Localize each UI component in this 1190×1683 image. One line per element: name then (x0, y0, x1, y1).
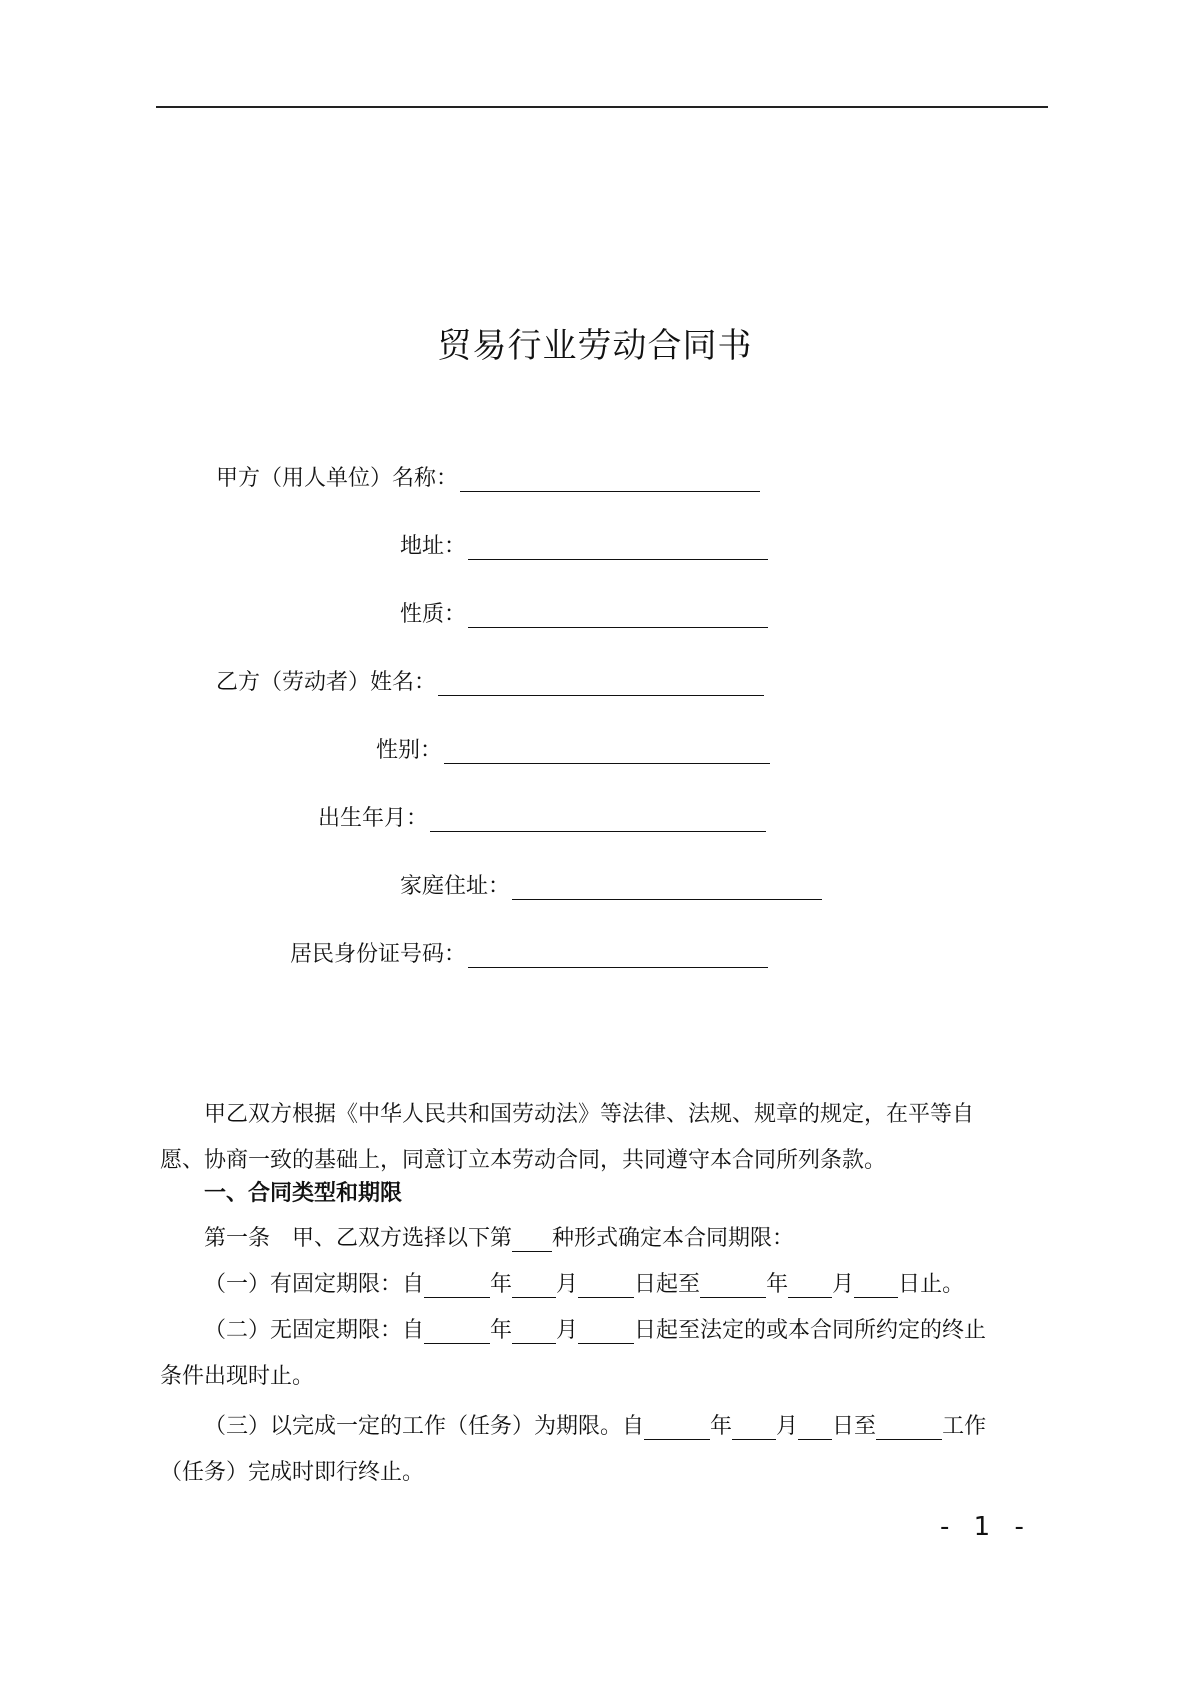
option-3-year-label: 年 (710, 1414, 733, 1439)
option-2-start-day-blank[interactable] (578, 1319, 634, 1344)
option-1-year-label: 年 (490, 1272, 513, 1297)
party-a-name-label: 甲方（用人单位）名称： (216, 466, 459, 491)
option-3-to-label: 日至 (832, 1414, 877, 1439)
party-b-id-label: 居民身份证号码： (290, 942, 467, 967)
party-b-gender-label: 性别： (376, 738, 443, 763)
article-1-choice-blank[interactable] (512, 1227, 552, 1252)
party-b-id-blank[interactable] (468, 939, 768, 968)
option-2-start-year-blank[interactable] (424, 1319, 490, 1344)
party-b-home-label: 家庭住址： (400, 874, 511, 899)
option-1-lead: （一）有固定期限：自 (204, 1272, 425, 1297)
party-b-name-label: 乙方（劳动者）姓名： (216, 670, 437, 695)
option-3 (160, 1400, 1045, 1440)
option-2-year-label: 年 (490, 1318, 513, 1343)
party-b-birth-label: 出生年月： (318, 806, 429, 831)
party-b-name-row (216, 662, 764, 696)
option-3-lead: （三）以完成一定的工作（任务）为期限。自 (204, 1414, 645, 1439)
option-3-start-month-blank[interactable] (732, 1415, 776, 1440)
article-1 (160, 1212, 1045, 1252)
party-b-home-row (400, 866, 822, 900)
party-b-birth-blank[interactable] (430, 803, 766, 832)
option-1-end-month-label: 月 (832, 1272, 855, 1297)
option-1-end-year-label: 年 (766, 1272, 789, 1297)
party-a-address-row (400, 526, 768, 560)
page-number: - 1 - (940, 1512, 1032, 1542)
party-a-address-blank[interactable] (468, 531, 768, 560)
option-2-month-label: 月 (556, 1318, 579, 1343)
option-3-line-2-text: （任务）完成时即行终止。 (160, 1460, 425, 1485)
option-1-end-day-blank[interactable] (854, 1273, 898, 1298)
option-2-line-2 (160, 1350, 1045, 1390)
section-1-heading: 一、合同类型和期限 (204, 1181, 403, 1206)
option-1-end-label: 日止。 (898, 1272, 965, 1297)
intro-paragraph (160, 1092, 1045, 1184)
option-1-from-label: 日起至 (634, 1272, 701, 1297)
party-b-id-row (290, 934, 768, 968)
option-1-end-month-blank[interactable] (788, 1273, 832, 1298)
option-1-start-day-blank[interactable] (578, 1273, 634, 1298)
option-1-start-year-blank[interactable] (424, 1273, 490, 1298)
option-1-end-year-blank[interactable] (700, 1273, 766, 1298)
party-b-gender-blank[interactable] (444, 735, 770, 764)
option-1-month-label: 月 (556, 1272, 579, 1297)
option-3-line-2 (160, 1446, 1045, 1486)
intro-line-2: 愿、协商一致的基础上，同意订立本劳动合同，共同遵守本合同所列条款。 (160, 1148, 887, 1173)
option-2-lead: （二）无固定期限：自 (204, 1318, 425, 1343)
party-b-birth-row (318, 798, 766, 832)
option-2-tail: 日起至法定的或本合同所约定的终止 (634, 1318, 987, 1343)
option-3-start-year-blank[interactable] (644, 1415, 710, 1440)
article-1-suffix: 种形式确定本合同期限： (552, 1226, 795, 1251)
party-a-name-row (216, 458, 760, 492)
header-rule (156, 106, 1048, 108)
party-a-nature-blank[interactable] (468, 599, 768, 628)
party-a-nature-label: 性质： (400, 602, 467, 627)
party-b-name-blank[interactable] (438, 667, 764, 696)
party-b-home-blank[interactable] (512, 871, 822, 900)
option-1 (160, 1258, 1045, 1298)
option-2-line-2-text: 条件出现时止。 (160, 1364, 315, 1389)
option-3-start-day-blank[interactable] (798, 1415, 832, 1440)
party-a-name-blank[interactable] (460, 463, 760, 492)
option-3-work-blank[interactable] (876, 1415, 942, 1440)
party-a-address-label: 地址： (400, 534, 467, 559)
intro-line-1: 甲乙双方根据《中华人民共和国劳动法》等法律、法规、规章的规定，在平等自 (204, 1102, 975, 1127)
party-a-nature-row (400, 594, 768, 628)
option-3-work-label: 工作 (942, 1414, 987, 1439)
option-2 (160, 1304, 1045, 1344)
option-1-start-month-blank[interactable] (512, 1273, 556, 1298)
article-1-prefix: 第一条 甲、乙双方选择以下第 (204, 1226, 513, 1251)
document-title: 贸易行业劳动合同书 (437, 326, 753, 366)
option-3-month-label: 月 (776, 1414, 799, 1439)
option-2-start-month-blank[interactable] (512, 1319, 556, 1344)
party-b-gender-row (376, 730, 770, 764)
